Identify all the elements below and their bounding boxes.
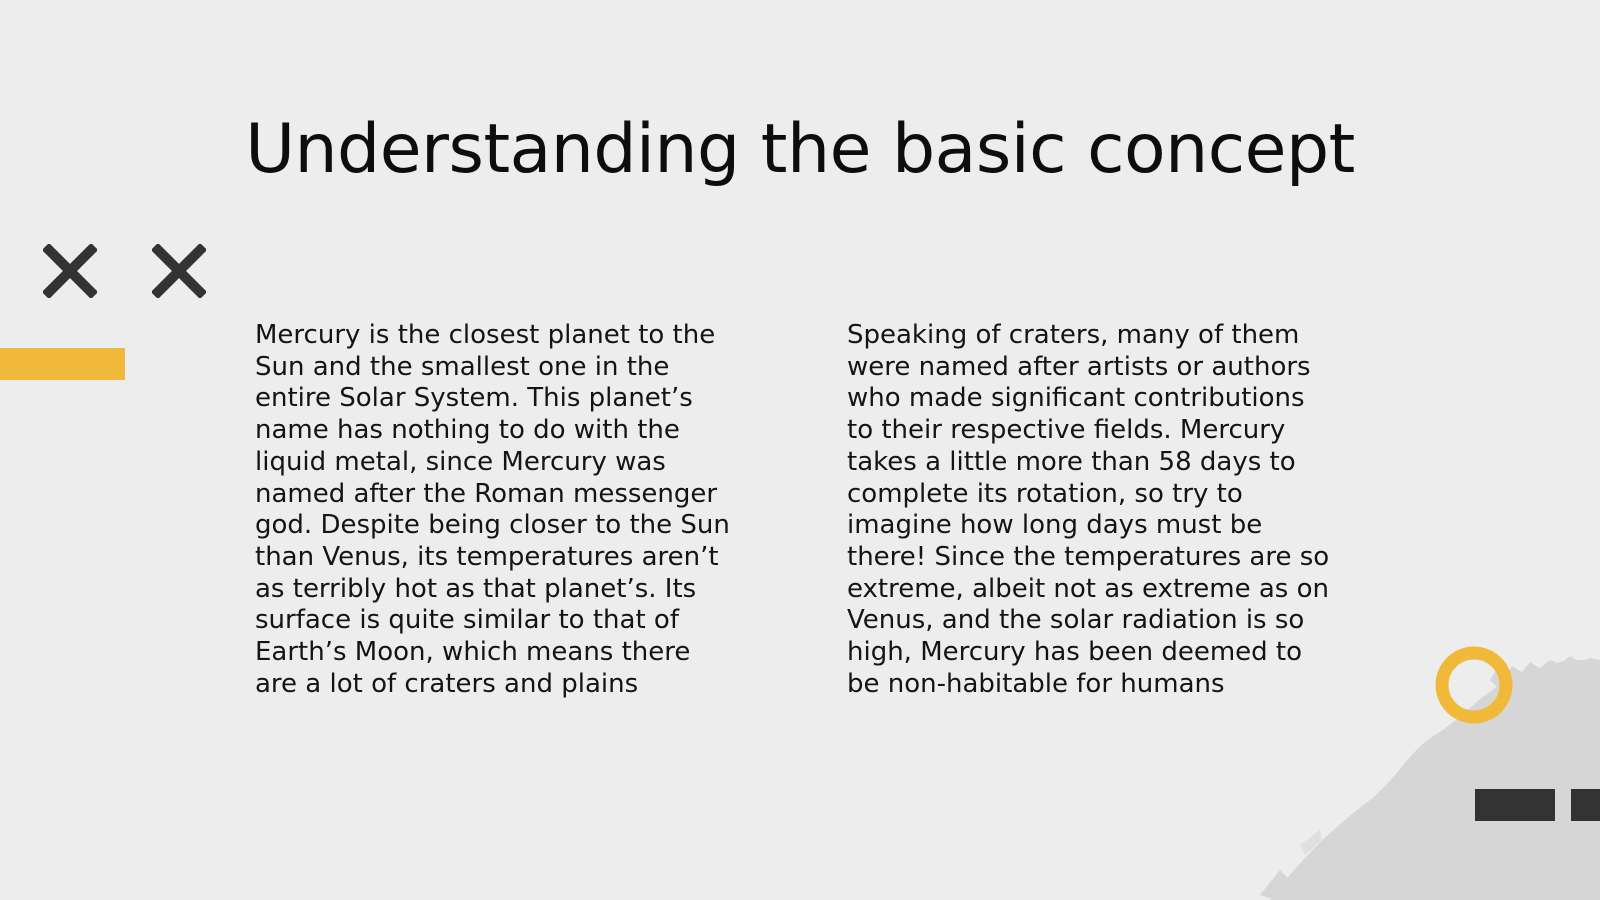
- text-column-right: Speaking of craters, many of them were named after artists or authors who made significant contributions to their respective fields. Mercury takes a little more than 58 days to complete its rotation, so try to imagine how long days must be there! Since the temperatures are so extreme, albeit not as extreme as on Venus, and the solar radiation is so high, Mercury has been deemed to be non-habitable for humans: [847, 320, 1330, 699]
- x-mark-icon: [43, 244, 97, 298]
- slide-title: Understanding the basic concept: [245, 110, 1355, 189]
- text-column-left: Mercury is the closest planet to the Sun and the smallest one in the entire Solar System. This planet’s name has nothing to do with the liquid metal, since Mercury was named after the Roman messenger god. Despite being closer to the Sun than Venus, its temperatures aren’t as terribly hot as that planet’s. Its surface is quite similar to that of Earth’s Moon, which means there are a lot of craters and plains: [255, 320, 730, 699]
- dark-bar-decoration: [1475, 789, 1555, 821]
- ring-icon: [1433, 644, 1515, 726]
- dark-bar-decoration: [1571, 789, 1600, 821]
- x-mark-icon: [152, 244, 206, 298]
- gray-brush-stroke: [1260, 640, 1600, 900]
- yellow-accent-bar: [0, 348, 125, 380]
